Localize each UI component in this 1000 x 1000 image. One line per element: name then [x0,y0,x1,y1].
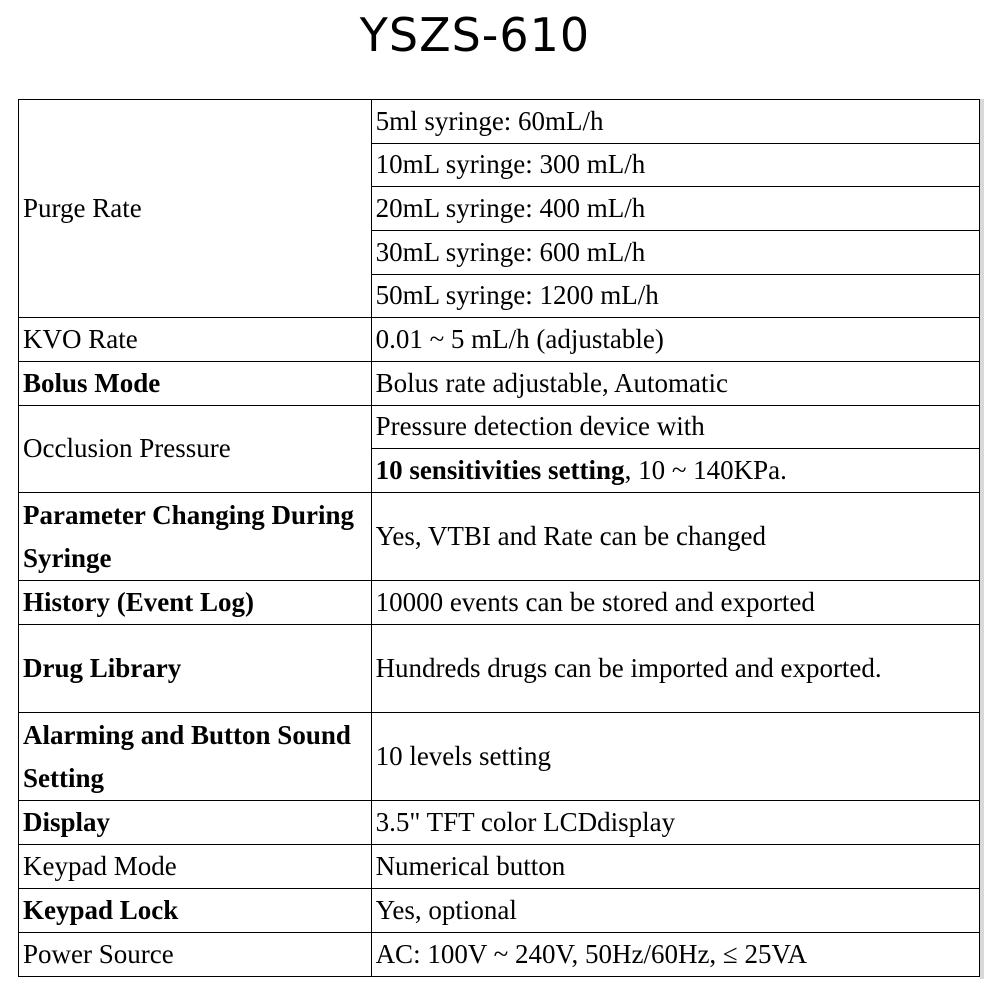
table-row-purge-rate-1 [19,100,980,144]
power-source-value: AC: 100V ~ 240V, 50Hz/60Hz, ≤ 25VA [371,933,979,977]
drug-library-value: Hundreds drugs can be imported and exported. [371,625,979,713]
purge-rate-label: Purge Rate [19,100,372,318]
table-row-display [19,801,980,845]
alarming-label: Alarming and Button Sound Setting [19,713,372,801]
spec-table [18,99,980,977]
keypad-lock-label: Keypad Lock [19,889,372,933]
purge-rate-value-30ml: 30mL syringe: 600 mL/h [371,231,979,275]
table-row-keypad-mode [19,845,980,889]
history-label: History (Event Log) [19,581,372,625]
occlusion-sensitivity-bold: 10 sensitivities setting [375,454,625,485]
purge-rate-value-5ml: 5ml syringe: 60mL/h [371,100,979,144]
keypad-mode-label: Keypad Mode [19,845,372,889]
table-edge-shadow [980,99,984,979]
purge-rate-value-50ml: 50mL syringe: 1200 mL/h [371,275,979,318]
history-value: 10000 events can be stored and exported [371,581,979,625]
table-row-bolus-mode [19,362,980,406]
table-row-power-source [19,933,980,977]
power-source-label: Power Source [19,933,372,977]
occlusion-pressure-label: Occlusion Pressure [19,406,372,493]
purge-rate-value-10ml: 10mL syringe: 300 mL/h [371,144,979,187]
display-value: 3.5" TFT color LCDdisplay [371,801,979,845]
keypad-mode-value: Numerical button [371,845,979,889]
bolus-mode-value: Bolus rate adjustable, Automatic [371,362,979,406]
table-row-occlusion-1 [19,406,980,449]
drug-library-label: Drug Library [19,625,372,713]
occlusion-range-text: , 10 ~ 140KPa. [624,454,787,485]
display-label: Display [19,801,372,845]
purge-rate-value-20ml: 20mL syringe: 400 mL/h [371,187,979,231]
bolus-mode-label: Bolus Mode [19,362,372,406]
keypad-lock-value: Yes, optional [371,889,979,933]
occlusion-pressure-value-line2 [371,449,979,493]
table-row-alarming [19,713,980,801]
page-title: YSZS-610 [359,8,591,62]
occlusion-pressure-value-line1: Pressure detection device with [371,406,979,449]
parameter-changing-label: Parameter Changing During Syringe [19,493,372,581]
table-row-kvo-rate [19,318,980,362]
table-row-keypad-lock [19,889,980,933]
kvo-rate-value: 0.01 ~ 5 mL/h (adjustable) [371,318,979,362]
kvo-rate-label: KVO Rate [19,318,372,362]
table-row-parameter-changing [19,493,980,581]
parameter-changing-value: Yes, VTBI and Rate can be changed [371,493,979,581]
alarming-value: 10 levels setting [371,713,979,801]
table-row-drug-library [19,625,980,713]
table-row-history [19,581,980,625]
